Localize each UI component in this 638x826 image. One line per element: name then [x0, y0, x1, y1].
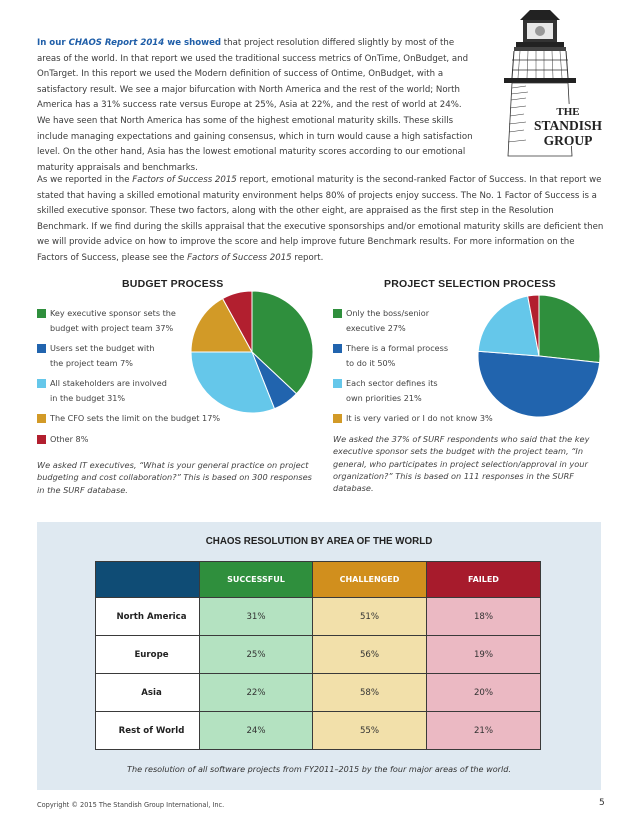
- row-region: Asia: [96, 674, 200, 712]
- table-corner-cell: [96, 562, 200, 598]
- selection-pie-slice-2: [478, 351, 600, 417]
- budget-pie-chart: [188, 288, 316, 416]
- cell-successful: 25%: [200, 636, 313, 674]
- cell-successful: 24%: [200, 712, 313, 750]
- legend-swatch: [37, 344, 46, 353]
- budget-legend-item: Users set the budget with the project team 7%: [37, 341, 232, 376]
- row-region: Europe: [96, 636, 200, 674]
- logo-line3: GROUP: [543, 133, 593, 148]
- budget-note: We asked IT executives, “What is your general practice on project budgeting and cost collaboration?” This is based on 300 responses in the SURF database.: [37, 460, 312, 495]
- table-row: [96, 712, 541, 750]
- selection-legend: [333, 306, 493, 432]
- table-row: [96, 598, 541, 636]
- cell-challenged: 58%: [313, 674, 427, 712]
- chaos-resolution-table: [95, 561, 541, 750]
- chaos-table-title: CHAOS RESOLUTION BY AREA OF THE WORLD: [205, 536, 433, 547]
- cell-failed: 20%: [427, 674, 541, 712]
- cell-failed: 18%: [427, 598, 541, 636]
- logo-line1: THE: [556, 106, 580, 118]
- selection-pie-slice-1: [539, 295, 600, 363]
- page-number: 5: [599, 798, 605, 808]
- legend-swatch: [37, 414, 46, 423]
- cell-successful: 31%: [200, 598, 313, 636]
- cell-failed: 19%: [427, 636, 541, 674]
- budget-process-title: BUDGET PROCESS: [122, 278, 224, 290]
- legend-swatch: [37, 435, 46, 444]
- legend-swatch: [37, 309, 46, 318]
- cell-challenged: 56%: [313, 636, 427, 674]
- selection-legend-item: There is a formal process to do it 50%: [333, 341, 493, 376]
- column-header-failed: FAILED: [427, 562, 541, 598]
- cell-challenged: 51%: [313, 598, 427, 636]
- selection-pie-chart: [475, 292, 603, 420]
- legend-swatch: [37, 379, 46, 388]
- budget-legend-item: Key executive sponsor sets the budget with project team 37%: [37, 306, 232, 341]
- table-caption: The resolution of all software projects from FY2011–2015 by the four major areas of the world.: [127, 764, 511, 774]
- row-region: Rest of World: [96, 712, 200, 750]
- project-selection-title: PROJECT SELECTION PROCESS: [384, 278, 556, 290]
- cell-successful: 22%: [200, 674, 313, 712]
- legend-swatch: [333, 414, 342, 423]
- legend-swatch: [333, 309, 342, 318]
- intro-paragraph: [37, 36, 477, 176]
- table-header-row: [96, 562, 541, 598]
- intro-lead: In our CHAOS Report 2014 we showed: [37, 38, 222, 48]
- standish-group-logo: [490, 8, 614, 158]
- selection-legend-item: Each sector defines its own priorities 21%: [333, 376, 493, 411]
- legend-swatch: [333, 379, 342, 388]
- table-row: [96, 636, 541, 674]
- legend-swatch: [333, 344, 342, 353]
- budget-legend-item: All stakeholders are involved in the budget 31%: [37, 376, 232, 411]
- factors-paragraph: As we reported in the Factors of Success 2015 report, emotional maturity is the second-ranked Factor of Success. In that report we stated that having a skilled emotional maturity environment helps 80% of projects enjoy success. The No. 1 Factor of Success is a skilled executive sponsor. These two factors, along with the other eight, are appraised as the first step in the Resolution Benchmark. If we find during the skills appraisal that the executive sponsorships and/or emotional maturity skills are deficient then we will provide advice on how to improve the score and help improve future Benchmark results. For more information on the Factors of Success, please see the Factors of Success 2015 report.: [37, 175, 604, 263]
- selection-legend-item: Only the boss/senior executive 27%: [333, 306, 493, 341]
- selection-note: We asked the 37% of SURF respondents who said that the key executive sponsor sets the budget with the project team, “In general, who participates in project selection/approval in your organization?” This is based on 111 responses in the SURF database.: [333, 434, 590, 494]
- copyright-notice: Copyright © 2015 The Standish Group International, Inc.: [37, 801, 225, 809]
- selection-legend-item: It is very varied or I do not know 3%: [333, 411, 493, 432]
- row-region: North America: [96, 598, 200, 636]
- budget-legend-item: The CFO sets the limit on the budget 17%: [37, 411, 232, 432]
- column-header-successful: SUCCESSFUL: [200, 562, 313, 598]
- table-row: [96, 674, 541, 712]
- cell-failed: 21%: [427, 712, 541, 750]
- intro-body: that project resolution differed slightly by most of the areas of the world. In that report we used the traditional success metrics of OnTime, OnBudget, and OnTarget. In this report we used the Modern definition of success of Ontime, OnBudget, with a satisfactory result. We see a major bifurcation with North America and the rest of the world; North America has a 31% success rate versus Europe at 25%, Asia at 22%, and the rest of world at 24%. We have seen that North America has some of the highest emotional maturity skills. These skills include managing expectations and gaining consensus, which in turn would cause a high satisfaction level. On the other hand, Asia has the lowest emotional maturity scores according to our emotional maturity appraisals and benchmarks.: [37, 38, 473, 173]
- cell-challenged: 55%: [313, 712, 427, 750]
- logo-line2: STANDISH: [533, 118, 603, 133]
- column-header-challenged: CHALLENGED: [313, 562, 427, 598]
- budget-legend-item: Other 8%: [37, 432, 232, 450]
